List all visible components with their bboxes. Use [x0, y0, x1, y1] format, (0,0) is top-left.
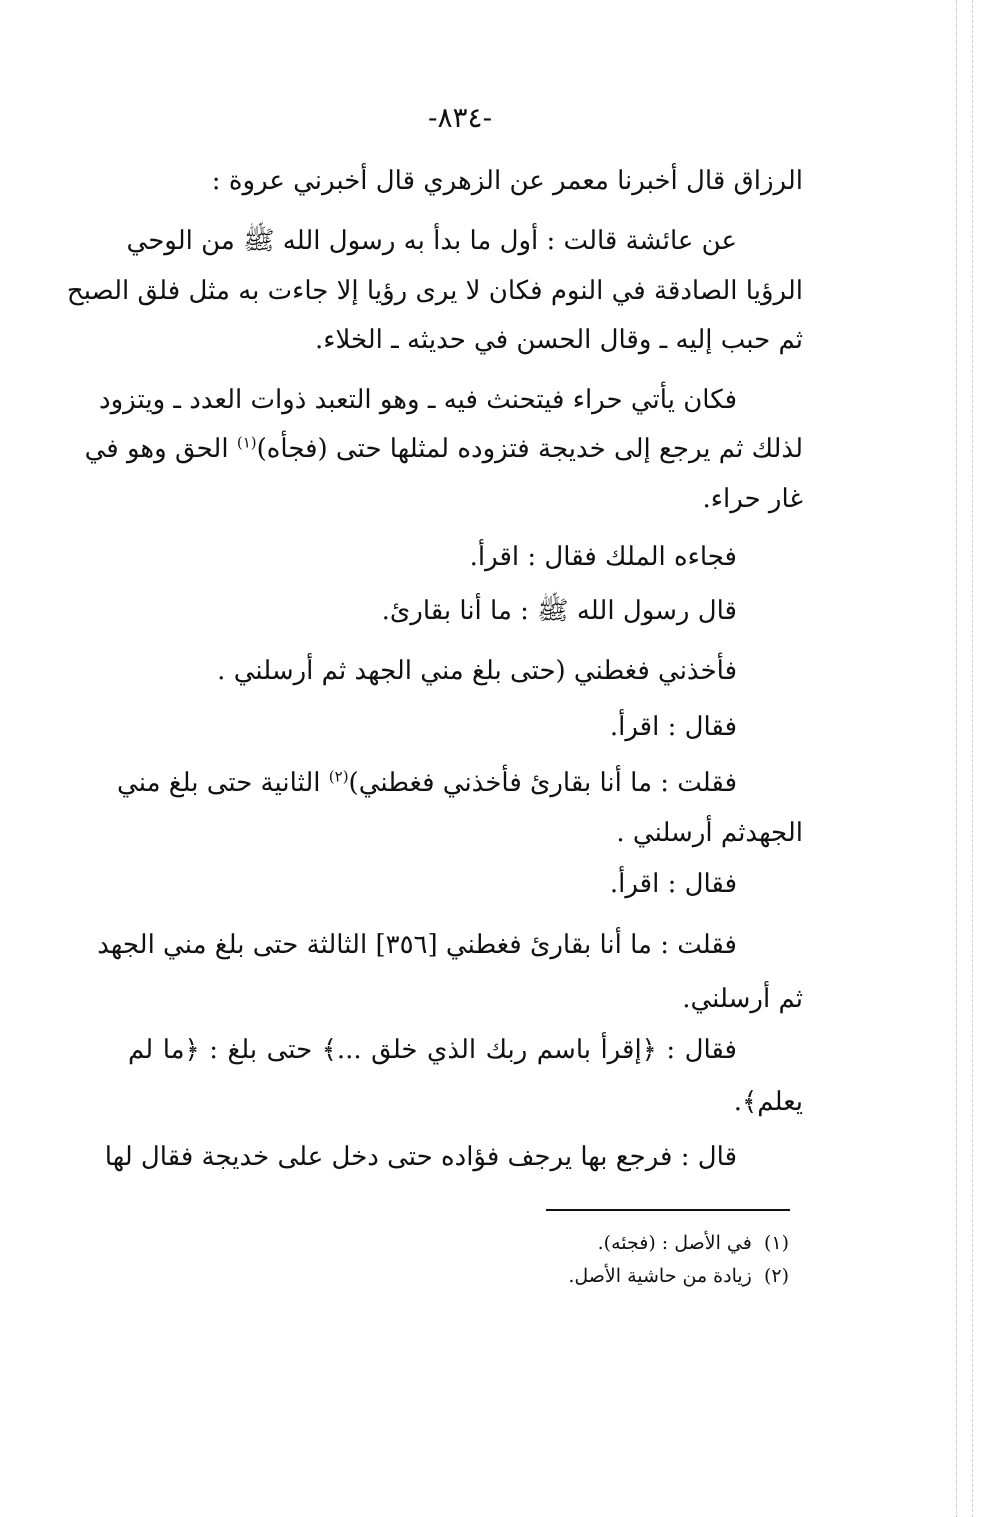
footnote-text: زيادة من حاشية الأصل.	[568, 1265, 752, 1287]
text-line: يعلم﴾.	[733, 1087, 803, 1117]
text-line	[117, 763, 737, 803]
text-segment: لذلك ثم يرجع إلى خديجة فتزوده لمثلها حتى (فجأه)	[256, 434, 803, 464]
text-segment: فقلت : ما أنا بقارئ فأخذني فغطني)	[348, 768, 737, 798]
text-line: فكان يأتي حراء فيتحنث فيه ـ وهو التعبد ذوات العدد ـ ويتزود	[99, 385, 737, 415]
text-segment: الحق وهو في	[84, 434, 237, 464]
footnote-ref: (٢)	[328, 767, 349, 786]
text-segment: الثانية حتى بلغ مني	[117, 768, 329, 798]
text-line: قال رسول الله ﷺ : ما أنا بقارئ.	[381, 596, 737, 626]
footnote-marker: (٢)	[763, 1265, 789, 1287]
text-line: فجاءه الملك فقال : اقرأ.	[469, 542, 737, 572]
text-line: غار حراء.	[702, 484, 803, 514]
text-line: عن عائشة قالت : أول ما بدأ به رسول الله ﷺ من الوحي	[126, 226, 737, 256]
text-line: قال : فرجع بها يرجف فؤاده حتى دخل على خديجة فقال لها	[104, 1142, 737, 1172]
text-line: ثم حبب إليه ـ وقال الحسن في حديثه ـ الخلاء.	[314, 325, 803, 355]
page-number: -٨٣٤-	[427, 101, 493, 134]
scan-edge-line	[956, 0, 957, 1517]
text-line: ثم أرسلني.	[682, 984, 803, 1014]
footnote-separator	[546, 1209, 790, 1211]
text-line: الجهدثم أرسلني .	[616, 818, 803, 848]
text-line: فقال : اقرأ.	[609, 712, 737, 742]
text-line: الرؤيا الصادقة في النوم فكان لا يرى رؤيا إلا جاءت به مثل فلق الصبح	[66, 276, 803, 306]
text-line: فقال : اقرأ.	[609, 869, 737, 899]
text-line: فقلت : ما أنا بقارئ فغطني [٣٥٦] الثالثة حتى بلغ مني الجهد	[97, 930, 737, 960]
footnote-ref: (١)	[236, 433, 257, 452]
text-line: فقال : ﴿إقرأ باسم ربك الذي خلق ...﴾ حتى بلغ : ﴿ما لم	[128, 1035, 737, 1065]
text-line	[84, 429, 803, 469]
footnote-marker: (١)	[763, 1232, 789, 1254]
footnote-text: في الأصل : (فجئه).	[597, 1232, 752, 1254]
scan-edge-line	[972, 0, 973, 1517]
text-line: الرزاق قال أخبرنا معمر عن الزهري قال أخبرني عروة :	[211, 166, 803, 196]
text-line: فأخذني فغطني (حتى بلغ مني الجهد ثم أرسلني .	[217, 656, 737, 686]
footnote	[598, 1229, 789, 1257]
footnote	[568, 1262, 789, 1290]
